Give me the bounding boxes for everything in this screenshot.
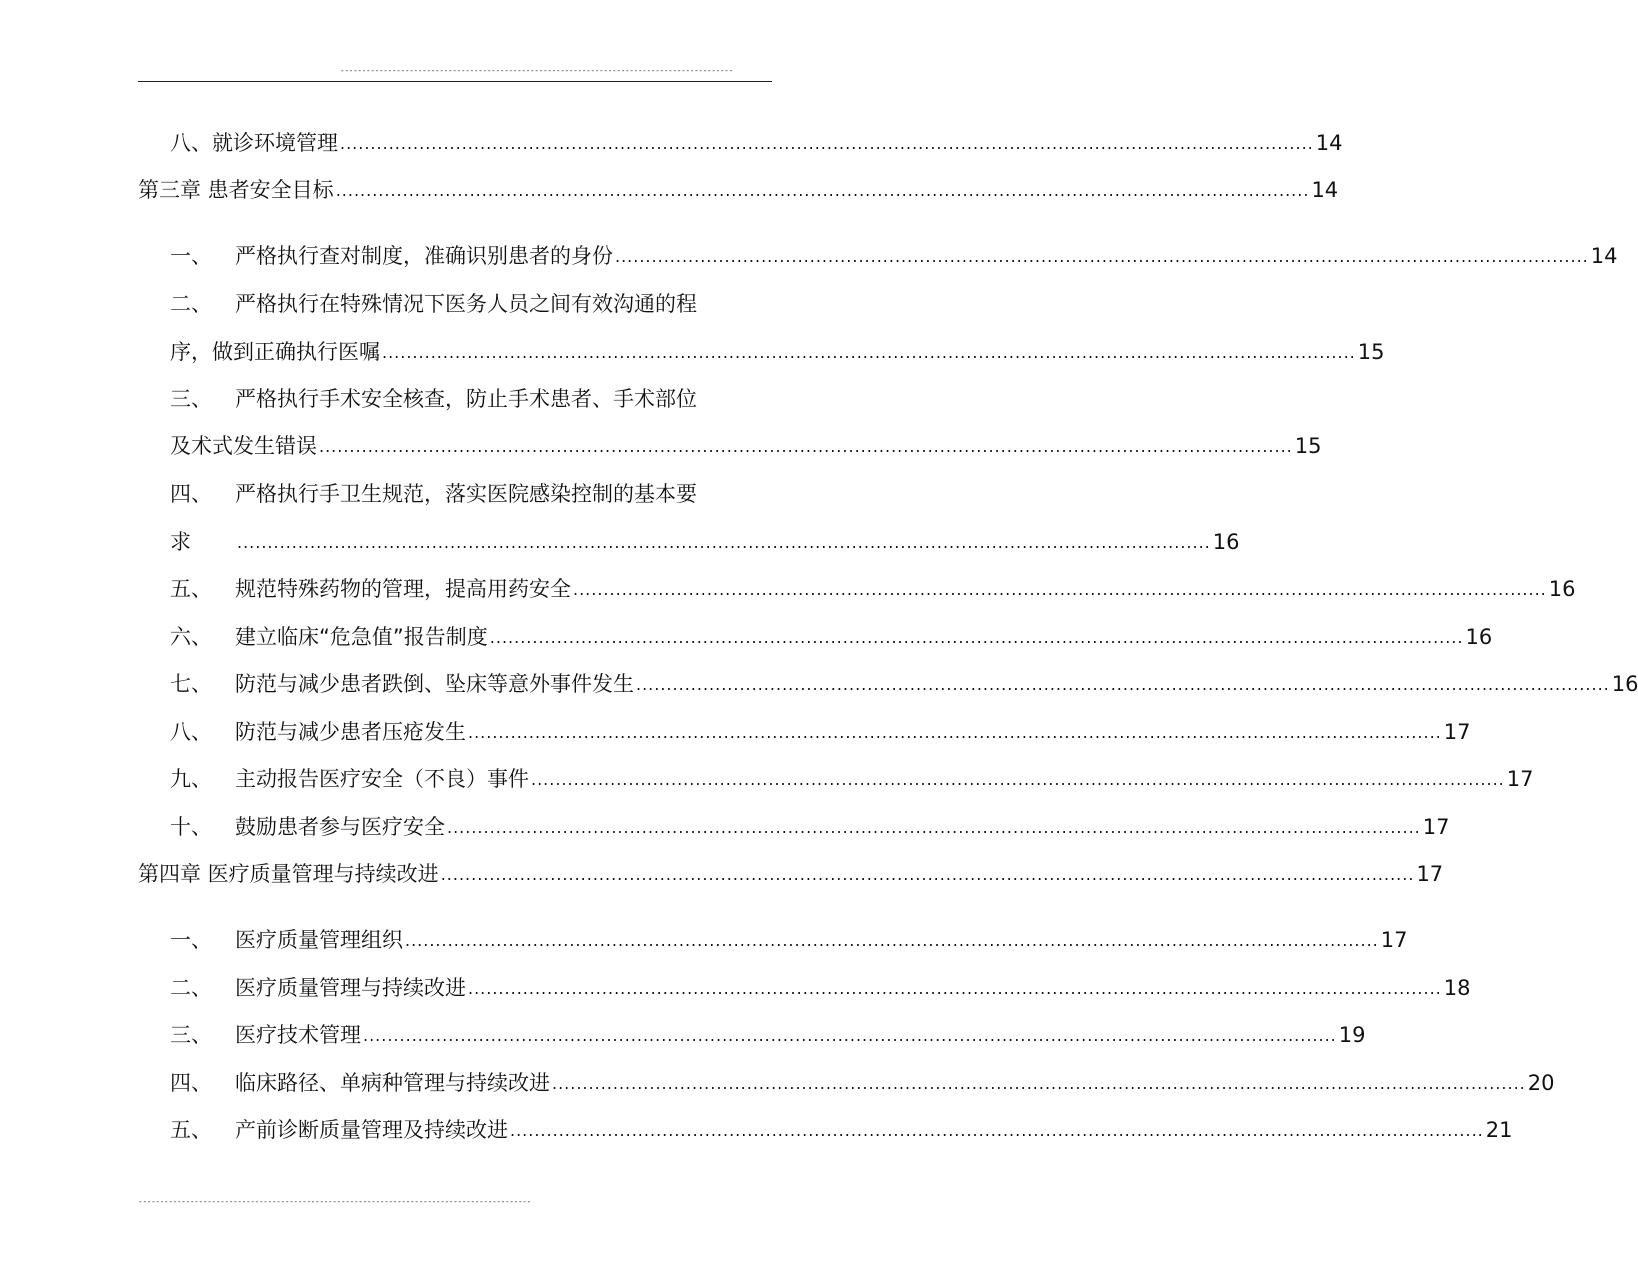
toc-entry-number: 一、 bbox=[170, 928, 212, 952]
toc-page-number: 16 bbox=[1212, 530, 1240, 554]
toc-page-number: 14 bbox=[1590, 244, 1618, 268]
toc-entry-title: 严格执行查对制度，准确识别患者的身份 bbox=[235, 244, 613, 268]
toc-page-number: 16 bbox=[1465, 625, 1493, 649]
toc-leader: ................................................................................................................................................................ bbox=[468, 979, 1442, 998]
toc-page-number: 14 bbox=[1311, 178, 1339, 202]
toc-entry-number: 八、 bbox=[170, 720, 212, 744]
toc-page-number: 17 bbox=[1422, 815, 1450, 839]
toc-entry[interactable] bbox=[170, 812, 1450, 842]
toc-entry-continuation[interactable] bbox=[170, 527, 1240, 557]
toc-chapter-entry[interactable] bbox=[138, 859, 1444, 889]
toc-entry-number: 七、 bbox=[170, 672, 212, 696]
toc-page-number: 18 bbox=[1443, 976, 1471, 1000]
toc-entry[interactable] bbox=[170, 479, 772, 509]
toc-leader: ................................................................................................................................................................ bbox=[237, 533, 1211, 552]
toc-entry-title: 产前诊断质量管理及持续改进 bbox=[235, 1118, 508, 1142]
toc-entry[interactable] bbox=[170, 1115, 1513, 1145]
toc-entry-title: 建立临床“危急值”报告制度 bbox=[235, 625, 488, 649]
toc-leader: ................................................................................................................................................................ bbox=[489, 628, 1464, 647]
toc-entry[interactable] bbox=[170, 764, 1534, 794]
toc-entry[interactable] bbox=[170, 241, 1618, 271]
toc-entry-number: 四、 bbox=[170, 1071, 212, 1095]
toc-page-number: 17 bbox=[1443, 720, 1471, 744]
toc-entry-title: 严格执行手卫生规范，落实医院感染控制的基本要 bbox=[235, 482, 697, 506]
toc-entry-number: 五、 bbox=[170, 577, 212, 601]
toc-entry[interactable] bbox=[170, 574, 1576, 604]
toc-leader: ................................................................................................................................................................ bbox=[510, 1121, 1484, 1140]
toc-entry[interactable] bbox=[170, 1068, 1555, 1098]
toc-entry[interactable] bbox=[170, 289, 772, 319]
toc-entry-title: 规范特殊药物的管理，提高用药安全 bbox=[235, 577, 571, 601]
toc-entry-number: 二、 bbox=[170, 292, 212, 316]
toc-leader: ................................................................................................................................................................ bbox=[405, 931, 1379, 950]
toc-entry-title: 主动报告医疗安全（不良）事件 bbox=[235, 767, 529, 791]
toc-page-number: 17 bbox=[1506, 767, 1534, 791]
toc-leader: ................................................................................................................................................................ bbox=[340, 134, 1314, 153]
footer-dashes: ------------------------------------------------------------------------------------------- bbox=[138, 1197, 531, 1206]
toc-entry-number: 四、 bbox=[170, 482, 212, 506]
toc-entry[interactable] bbox=[170, 622, 1493, 652]
toc-chapter-title: 第三章 患者安全目标 bbox=[138, 178, 334, 202]
toc-entry[interactable] bbox=[170, 717, 1471, 747]
toc-entry-number: 三、 bbox=[170, 387, 212, 411]
toc-leader: ................................................................................................................................................................ bbox=[468, 723, 1442, 742]
toc-entry-number: 十、 bbox=[170, 815, 212, 839]
toc-leader: ................................................................................................................................................................ bbox=[636, 675, 1610, 694]
toc-entry-number: 二、 bbox=[170, 976, 212, 1000]
toc-page-number: 15 bbox=[1357, 340, 1385, 364]
toc-entry-title: 及术式发生错误 bbox=[170, 434, 317, 458]
toc-entry-continuation[interactable] bbox=[170, 431, 1322, 461]
toc-page-number: 16 bbox=[1548, 577, 1576, 601]
toc-entry[interactable] bbox=[170, 128, 1343, 158]
toc-leader: ................................................................................................................................................................ bbox=[335, 181, 1310, 200]
toc-entry[interactable] bbox=[170, 669, 1638, 699]
toc-entry-title: 严格执行在特殊情况下医务人员之间有效沟通的程 bbox=[235, 292, 697, 316]
toc-page-number: 19 bbox=[1338, 1023, 1366, 1047]
toc-leader: ................................................................................................................................................................ bbox=[382, 343, 1356, 362]
toc-entry-title: 医疗质量管理与持续改进 bbox=[235, 976, 466, 1000]
toc-entry-title: 防范与减少患者跌倒、坠床等意外事件发生 bbox=[235, 672, 634, 696]
toc-entry-title: 临床路径、单病种管理与持续改进 bbox=[235, 1071, 550, 1095]
toc-entry[interactable] bbox=[170, 973, 1471, 1003]
toc-leader: ................................................................................................................................................................ bbox=[531, 770, 1505, 789]
toc-page-number: 14 bbox=[1315, 131, 1343, 155]
toc-entry-number: 九、 bbox=[170, 767, 212, 791]
toc-leader: ................................................................................................................................................................ bbox=[552, 1074, 1526, 1093]
toc-leader: ................................................................................................................................................................ bbox=[363, 1026, 1337, 1045]
toc-page-number: 21 bbox=[1485, 1118, 1513, 1142]
toc-entry-number: 六、 bbox=[170, 625, 212, 649]
toc-page-number: 17 bbox=[1416, 862, 1444, 886]
toc-page-number: 16 bbox=[1611, 672, 1638, 696]
toc-entry-title: 序，做到正确执行医嘱 bbox=[170, 340, 380, 364]
toc-entry-number: 五、 bbox=[170, 1118, 212, 1142]
header-dashes: ------------------------------------------------------------------------------------------- bbox=[340, 66, 733, 75]
toc-leader: ................................................................................................................................................................ bbox=[319, 437, 1293, 456]
toc-leader: ................................................................................................................................................................ bbox=[440, 865, 1415, 884]
toc-entry-title: 求 bbox=[170, 530, 191, 554]
toc-entry-title: 八、就诊环境管理 bbox=[170, 131, 338, 155]
toc-entry[interactable] bbox=[170, 384, 772, 414]
toc-leader: ................................................................................................................................................................ bbox=[447, 818, 1421, 837]
header-rule bbox=[138, 81, 772, 82]
toc-entry[interactable] bbox=[170, 925, 1408, 955]
toc-leader: ................................................................................................................................................................ bbox=[615, 247, 1589, 266]
toc-entry-title: 鼓励患者参与医疗安全 bbox=[235, 815, 445, 839]
toc-entry-title: 医疗质量管理组织 bbox=[235, 928, 403, 952]
toc-page-number: 20 bbox=[1527, 1071, 1555, 1095]
toc-entry-title: 严格执行手术安全核查，防止手术患者、手术部位 bbox=[235, 387, 697, 411]
toc-page-number: 15 bbox=[1294, 434, 1322, 458]
toc-leader: ................................................................................................................................................................ bbox=[573, 580, 1547, 599]
toc-entry[interactable] bbox=[170, 1020, 1366, 1050]
toc-chapter-title: 第四章 医疗质量管理与持续改进 bbox=[138, 862, 439, 886]
toc-page-number: 17 bbox=[1380, 928, 1408, 952]
toc-entry-number: 一、 bbox=[170, 244, 212, 268]
toc-entry-continuation[interactable] bbox=[170, 337, 1385, 367]
toc-entry-title: 医疗技术管理 bbox=[235, 1023, 361, 1047]
toc-entry-number: 三、 bbox=[170, 1023, 212, 1047]
toc-chapter-entry[interactable] bbox=[138, 175, 1339, 205]
toc-entry-title: 防范与减少患者压疮发生 bbox=[235, 720, 466, 744]
